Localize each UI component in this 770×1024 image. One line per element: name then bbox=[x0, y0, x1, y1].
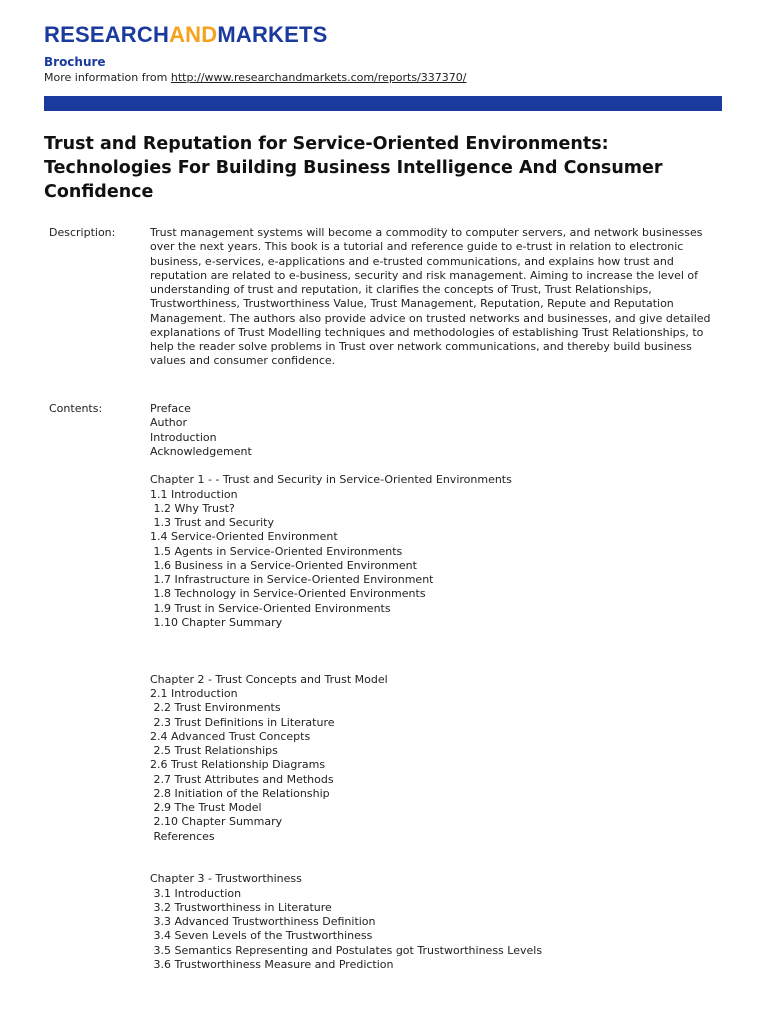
contents-item: 3.6 Trustworthiness Measure and Prediction bbox=[150, 957, 394, 971]
contents-item: 3.3 Advanced Trustworthiness Definition bbox=[150, 915, 376, 928]
contents-item: 2.7 Trust Attributes and Methods bbox=[150, 772, 334, 786]
contents-item: Acknowledgement bbox=[150, 444, 252, 458]
researchandmarkets-logo bbox=[44, 22, 328, 48]
contents-item: 2.6 Trust Relationship Diagrams bbox=[150, 758, 326, 772]
contents-item: 1.2 Why Trust? bbox=[150, 501, 235, 515]
contents-item: 3.5 Semantics Representing and Postulates got Trustworthiness Levels bbox=[150, 943, 543, 957]
more-info-prefix: More information from bbox=[44, 71, 171, 84]
contents-item: 1.3 Trust and Security bbox=[150, 516, 274, 529]
logo-part-markets: MARKETS bbox=[217, 22, 328, 47]
contents-item: 3.1 Introduction bbox=[150, 886, 242, 900]
contents-item: Chapter 1 - - Trust and Security in Service-Oriented Environments bbox=[150, 473, 512, 487]
contents-spacer bbox=[150, 630, 730, 644]
contents-item: 2.8 Initiation of the Relationship bbox=[150, 786, 330, 800]
contents-spacer bbox=[150, 644, 730, 658]
contents-spacer bbox=[150, 459, 730, 473]
contents-spacer bbox=[150, 844, 730, 858]
contents-item: 3.2 Trustworthiness in Literature bbox=[150, 900, 332, 914]
contents-item: 1.1 Introduction bbox=[150, 487, 238, 501]
more-info-line bbox=[44, 71, 467, 85]
contents-item: 2.4 Advanced Trust Concepts bbox=[150, 729, 311, 743]
page-title: Trust and Reputation for Service-Oriented Environments: Technologies For Building Business Intelligence And Consumer Confidence bbox=[44, 134, 663, 202]
logo-part-research: RESEARCH bbox=[44, 22, 170, 47]
contents-item: 1.5 Agents in Service-Oriented Environments bbox=[150, 544, 403, 558]
header-divider-bar bbox=[44, 96, 722, 111]
contents-item: 1.6 Business in a Service-Oriented Environment bbox=[150, 558, 417, 572]
contents-item: Chapter 2 - Trust Concepts and Trust Model bbox=[150, 672, 388, 686]
contents-item: References bbox=[150, 829, 215, 843]
contents-label: Contents: bbox=[49, 402, 103, 415]
contents-item: 1.10 Chapter Summary bbox=[150, 615, 283, 629]
contents-item: 2.2 Trust Environments bbox=[150, 701, 281, 715]
contents-spacer bbox=[150, 858, 730, 872]
contents-item: 1.7 Infrastructure in Service-Oriented Environment bbox=[150, 573, 434, 586]
brochure-label: Brochure bbox=[44, 55, 106, 69]
contents-item: 2.5 Trust Relationships bbox=[150, 744, 278, 757]
contents-item: 2.10 Chapter Summary bbox=[150, 815, 283, 829]
contents-item: Author bbox=[150, 416, 188, 430]
report-link[interactable]: http://www.researchandmarkets.com/reports/337370/ bbox=[170, 71, 467, 84]
contents-item: Preface bbox=[150, 402, 191, 415]
contents-item: 1.9 Trust in Service-Oriented Environments bbox=[150, 601, 391, 615]
contents-list bbox=[150, 402, 730, 972]
contents-item: 2.1 Introduction bbox=[150, 687, 238, 700]
contents-item: 2.9 The Trust Model bbox=[150, 801, 262, 814]
contents-item: 1.4 Service-Oriented Environment bbox=[150, 530, 338, 544]
contents-item: Chapter 3 - Trustworthiness bbox=[150, 872, 302, 886]
contents-item: 3.4 Seven Levels of the Trustworthiness bbox=[150, 929, 373, 943]
description-text: Trust management systems will become a commodity to computer servers, and network businesses over the next years. This book is a tutorial and reference guide to e-trust in relation to electronic business, e-services, e-applications and e-trusted communications, and explains how trust and reputation are related to e-business, security and risk management. Aiming to increase the level of understanding of trust and reputation, it clarifies the concepts of Trust, Trust Relationships, Trustworthiness, Trustworthiness Value, Trust Management, Reputation, Repute and Reputation Management. The authors also provide advice on trusted networks and businesses, and give detailed explanations of Trust Modelling techniques and methodologies of establishing Trust Relationships, to help the reader solve problems in Trust over network communications, and thereby build business values and consumer confidence. bbox=[150, 226, 711, 368]
contents-item: 1.8 Technology in Service-Oriented Environments bbox=[150, 587, 426, 601]
logo-part-and: AND bbox=[169, 22, 218, 47]
contents-item: 2.3 Trust Definitions in Literature bbox=[150, 715, 335, 729]
contents-item: Introduction bbox=[150, 430, 217, 444]
contents-spacer bbox=[150, 659, 730, 673]
description-label: Description: bbox=[49, 226, 116, 239]
